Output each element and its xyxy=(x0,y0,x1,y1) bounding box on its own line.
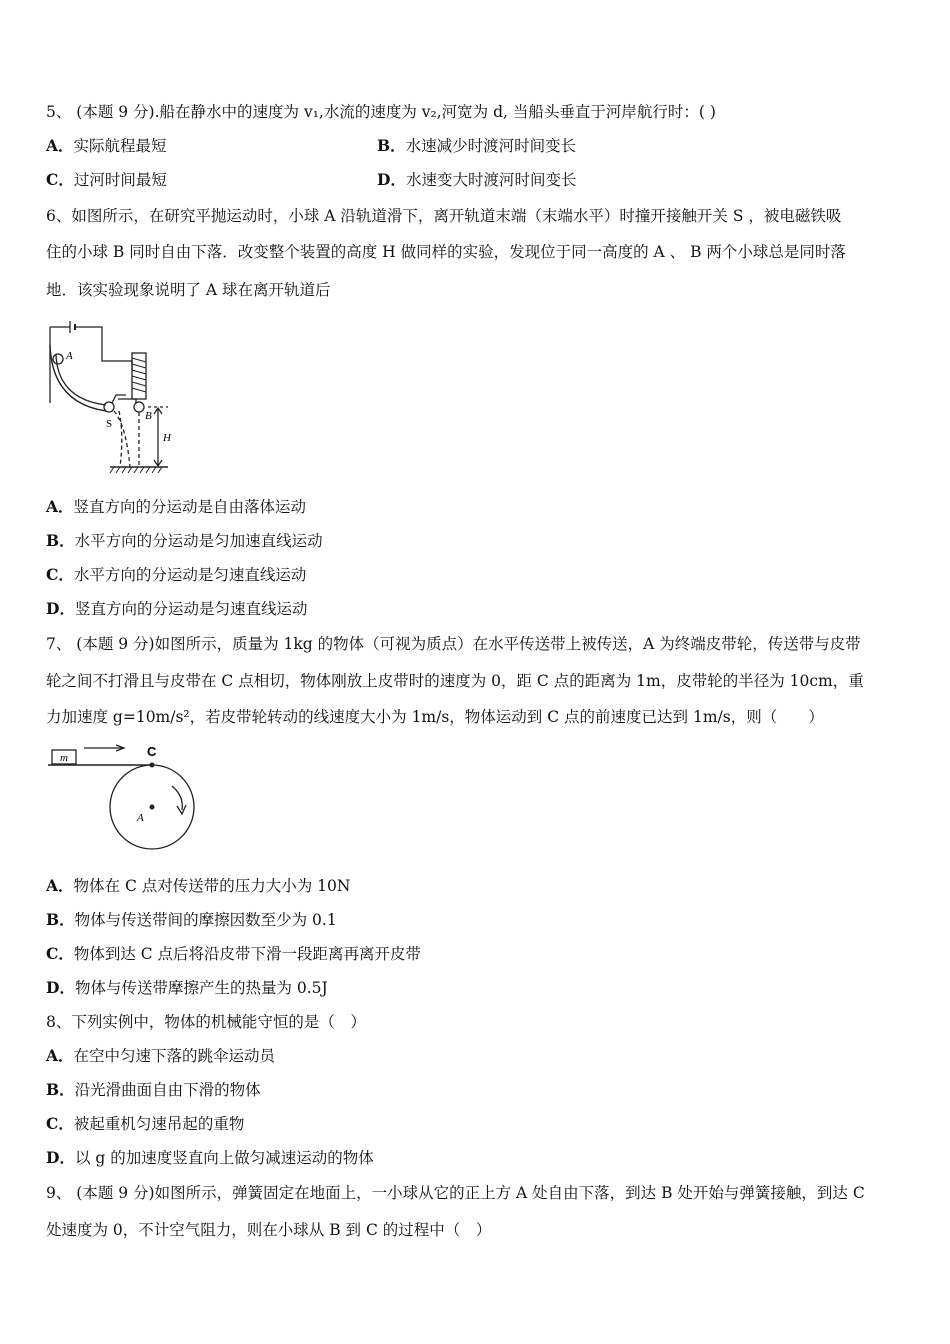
q7-option-a[interactable] xyxy=(46,876,350,896)
q8-option-a[interactable] xyxy=(46,1046,275,1066)
q8-stem: 8、下列实例中，物体的机械能守恒的是（ ） xyxy=(46,1013,366,1031)
q7-stem-line-3: 力加速度 g=10m/s²，若皮带轮转动的线速度大小为 1m/s，物体运动到 C 点的前速度已达到 1m/s，则（ ） xyxy=(46,708,824,726)
q6-apparatus-figure xyxy=(44,315,184,475)
ball-a xyxy=(53,354,63,364)
option-text: 水速变大时渡河时间变长 xyxy=(405,171,577,189)
q6-option-d[interactable] xyxy=(46,599,307,619)
q8-option-c[interactable] xyxy=(46,1114,244,1134)
option-label: B． xyxy=(46,1080,75,1099)
option-text: 水速减少时渡河时间变长 xyxy=(405,137,577,155)
option-text: 被起重机匀速吊起的重物 xyxy=(73,1115,245,1133)
q6-option-b[interactable] xyxy=(46,531,323,551)
circuit-wire-right xyxy=(75,327,132,370)
option-label: A． xyxy=(46,1046,74,1065)
q9-stem-line-2: 处速度为 0，不计空气阻力，则在小球从 B 到 C 的过程中（ ） xyxy=(46,1221,492,1239)
curved-track-inner xyxy=(56,355,106,405)
label-b: B xyxy=(145,410,152,422)
option-text: 水平方向的分运动是匀加速直线运动 xyxy=(74,532,323,550)
label-m: m xyxy=(60,752,68,764)
point-c xyxy=(150,763,155,768)
coil-windings xyxy=(132,358,146,392)
q6-option-a[interactable] xyxy=(46,497,306,517)
q6-stem-line-2: 住的小球 B 同时自由下落．改变整个装置的高度 H 做同样的实验，发现位于同一高度的 A 、 B 两个小球总是同时落 xyxy=(46,243,846,261)
option-text: 物体与传送带摩擦产生的热量为 0.5J xyxy=(74,979,328,997)
q6-option-c[interactable] xyxy=(46,565,306,585)
q7-option-d[interactable] xyxy=(46,978,328,998)
option-text: 过河时间最短 xyxy=(73,171,167,189)
option-label: B． xyxy=(46,531,75,550)
option-text: 在空中匀速下落的跳伞运动员 xyxy=(73,1047,276,1065)
q6-stem-line-1: 6、如图所示，在研究平抛运动时，小球 A 沿轨道滑下，离开轨道末端（末端水平）时撞开接触开关 S ，被电磁铁吸 xyxy=(46,207,842,225)
option-label: D． xyxy=(46,1148,75,1167)
label-a: A xyxy=(137,812,144,824)
ground-hatch xyxy=(110,467,162,473)
label-c: C xyxy=(147,744,157,759)
option-label: D． xyxy=(46,978,75,997)
option-text: 物体在 C 点对传送带的压力大小为 10N xyxy=(73,877,351,895)
option-text: 以 g 的加速度竖直向上做匀减速运动的物体 xyxy=(74,1149,374,1167)
option-text: 物体与传送带间的摩擦因数至少为 0.1 xyxy=(74,911,337,929)
q5-option-c[interactable] xyxy=(46,170,167,190)
option-text: 竖直方向的分运动是匀速直线运动 xyxy=(74,600,308,618)
option-text: 水平方向的分运动是匀速直线运动 xyxy=(73,566,307,584)
q7-option-c[interactable] xyxy=(46,944,421,964)
curved-track xyxy=(50,345,106,411)
q8-option-b[interactable] xyxy=(46,1080,261,1100)
q5-option-b[interactable] xyxy=(377,136,576,156)
option-label: C． xyxy=(46,565,74,584)
q5-option-a[interactable] xyxy=(46,136,167,156)
option-label: A． xyxy=(46,497,74,516)
option-text: 物体到达 C 点后将沿皮带下滑一段距离再离开皮带 xyxy=(73,945,422,963)
option-label: A． xyxy=(46,136,74,155)
q5-option-d[interactable] xyxy=(377,170,576,190)
option-text: 竖直方向的分运动是自由落体运动 xyxy=(73,498,307,516)
q5-stem: 5、 (本题 9 分).船在静水中的速度为 v₁,水流的速度为 v₂,河宽为 d, 当船头垂直于河岸航行时：( ) xyxy=(46,103,716,121)
option-label: B． xyxy=(377,136,406,155)
option-label: C． xyxy=(46,944,74,963)
q7-conveyor-figure xyxy=(44,738,204,858)
label-s: S xyxy=(106,418,113,430)
option-label: D． xyxy=(377,170,406,189)
option-label: B． xyxy=(46,910,75,929)
q7-stem-line-2: 轮之间不打滑且与皮带在 C 点相切，物体刚放上皮带时的速度为 0，距 C 点的距离为 1m，皮带轮的半径为 10cm，重 xyxy=(46,672,864,690)
point-a xyxy=(150,805,155,810)
q9-stem-line-1: 9、 (本题 9 分)如图所示，弹簧固定在地面上，一小球从它的正上方 A 处自由下落，到达 B 处开始与弹簧接触，到达 C xyxy=(46,1184,865,1202)
q7-stem-line-1: 7、 (本题 9 分)如图所示，质量为 1kg 的物体（可视为质点）在水平传送带上被传送，A 为终端皮带轮，传送带与皮带 xyxy=(46,635,861,653)
option-label: C． xyxy=(46,170,74,189)
option-label: C． xyxy=(46,1114,74,1133)
q7-option-b[interactable] xyxy=(46,910,337,930)
q8-option-d[interactable] xyxy=(46,1148,374,1168)
magnet-wire xyxy=(118,399,136,403)
option-label: A． xyxy=(46,876,74,895)
ball-a-end xyxy=(104,402,114,412)
option-text: 实际航程最短 xyxy=(73,137,167,155)
q6-stem-line-3: 地．该实验现象说明了 A 球在离开轨道后 xyxy=(46,281,331,299)
option-text: 沿光滑曲面自由下滑的物体 xyxy=(74,1081,261,1099)
label-a: A xyxy=(66,350,73,362)
option-label: D． xyxy=(46,599,75,618)
ball-b xyxy=(134,402,144,412)
label-h: H xyxy=(163,432,171,444)
